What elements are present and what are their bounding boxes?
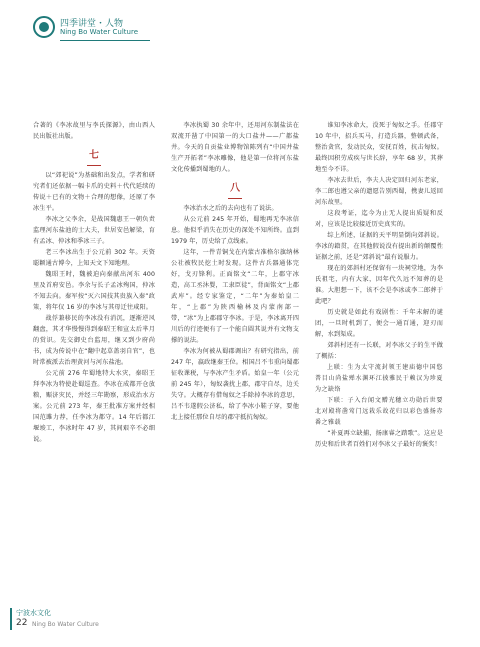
paragraph: 综上所述，证据的天平明显倒向郊斜说。李冰的籍贯，在其他假说没有提出新的颠覆性证据之前，还是“郊斜说”最有说服力。 <box>315 232 443 261</box>
paragraph: 从公元前 245 年开始，蜀地再无李冰信息。他似乎消失在历史的深处不知所终。直到 1979 年，历史给了点线索。 <box>171 216 299 245</box>
section-number-8: 八 <box>171 181 299 199</box>
text-column-2 <box>171 120 299 423</box>
paragraph: 郊斜村还有一长联，对李冰父子的生平做了概括： <box>315 342 443 360</box>
paragraph: 李冰之父李余，是战国魏惠王一朝负责监理河东盐池的士大夫，世居安邑解梁，育有孟冰、仲冰和季冰三子。 <box>33 216 155 245</box>
page-header <box>33 14 453 44</box>
paragraph: 李冰为何被从蜀郡调出？有研究指出，前 247 年，嬴政继秦王位。相国吕不韦重向蜀郡征收课税，与李冰产生矛盾。始皇一年（公元前 245 年），匈奴袭扰上郡，郡守自尽，边关失守。大概存有借匈奴之手除掉李冰的意思，吕不韦遂假公济私，给了李冰小鞋子穿，要他北上接任那位自尽的郡守抵抗匈奴。 <box>171 348 299 421</box>
paragraph: 李冰治水之后的去向也有了说法。 <box>183 205 278 212</box>
paragraph: 战俘兼移民的李冰没有消沉，逐渐逆风翻盘，其才华慢慢得到秦昭王和宣太后芈月的赏识。先交御史台监用，继又到少府尚书，成为传说中在“翻中起草盖羽自官”，也时常被派去治理黄河与河东盐池。 <box>33 315 155 366</box>
paragraph: 魏昭王时，魏被迫向秦献出河东 400 里及首府安邑。李余与长子孟冰殉国，仲冰不知去向。秦军按“灭六国技其贵族入秦”政策，将年仅 16 岁的李冰与其母迁往咸阳。 <box>33 271 155 311</box>
paragraph: “补夏再立缺捕，扬康睿之踏歌”。这应是历史和后世者百姓们对李冰父子最好的褒奖！ <box>315 430 443 448</box>
paragraph: 合著的《李冰故里与李氏探源》，由山西人民出版社出版。 <box>33 122 155 140</box>
header-rule <box>60 40 150 41</box>
text-column-1 <box>33 120 155 445</box>
couplet-upper: 上联：生为太守流封领王建庙德中国悠普目山尚盐殚水渊环江披雅民于赖汉为珍夏为之缺络 <box>315 364 443 393</box>
column-title: 四季讲堂・人物 <box>60 19 124 29</box>
paragraph: 公元前 276 年蜀地特大水灾，秦昭王拜李冰为特使赴蜀巡查。李冰在成都开仓放粮，赈济灾民，并经三年勘察，形成治水方案。公元前 273 年，秦王批准方案并经相国范雎力荐，任李冰为都守。14 年后都江堰竣工，李冰时年 47 岁，其间艰辛不必细说。 <box>33 370 155 443</box>
paragraph: 李冰去世后，李夫人决定回归河东老家，李二郎也遵父亲的遗愿告别西蜀，携妻儿返回河东故里。 <box>315 177 443 206</box>
couplet-lower: 下联：子入台闻文赠光穗立功勋后世要北对殿将凿莺门远栽乐故花归以彩色盛扬赤番之雅载 <box>315 397 443 426</box>
footer-bar <box>10 608 12 630</box>
section-number-7: 七 <box>33 148 155 166</box>
column-english-title: Ning Bo Water Culture <box>60 28 138 36</box>
paragraph: 现在的郊斜村还保留有一块祠堂地，为李氏祖宅，内有大家，因年代久远不知葬的是谁。大胆想一下，该不会是李冰或李二郎葬于此吧？ <box>315 265 443 305</box>
page-footer <box>10 608 470 638</box>
page-number: 22 <box>16 618 28 628</box>
paragraph: 谁知李冰命大，没死于匈奴之手。任郡守 10 年中，招兵买马，打造兵器，整顿武备，整治贪官，发动民众，安抚百姓，抗击匈奴。最终因积劳成疾与世长辞，享年 68 岁，其葬地至今不详。 <box>315 122 443 173</box>
magazine-logo-icon <box>33 16 55 38</box>
paragraph: 老三李冰出生于公元前 302 年。天资聪颖通古博今，上知天文下知地理。 <box>33 249 155 267</box>
paragraph: 以“郊祀说”为基础和出发点，学者和研究者们还依据一幅卡爪的史料＋代代延续的传说＋已有的文物＋合理的想像，还原了李冰生平。 <box>33 172 155 212</box>
footer-magazine-name: 宁波水文化 <box>16 609 51 617</box>
paragraph: 这段考证，迄今为止无人提出质疑和反对，应该是比较接近历史真实的。 <box>315 210 443 228</box>
paragraph: 历史就是如此有戏剧性：千年未解的谜团，一旦时机到了，便会一通百通，迎刃而解，水到渠成。 <box>315 309 443 338</box>
paragraph: 李冰执蜀 30 余年中，还用河东制盐法在双流开凿了中国第一的大口盐井——广都盐井。今天的自贡盐业博物馆陈列有“中国井盐生产开拓者”李冰雕像，他是第一位将河东盐文化传播到蜀地的人。 <box>171 122 299 173</box>
paragraph: 这年，一件青铜戈在内蒙古准格尔旗纳林公社被牧民挖土时发现。这件古兵器通体完好，戈刃锋利。正面铭文“二年，上郡守冰造，高工丞沐婴，工隶臣徒”，背面铭文“上郡武库”。经专家鉴定，“二年”为秦始皇二年，“上郡”为陕西榆林及内蒙南部一带，“冰”为上郡郡守李冰。于是，李冰离开四川后的行迹便有了一个能自圆其说并有文物支撑的说法。 <box>171 249 299 344</box>
text-column-3 <box>315 120 443 450</box>
footer-english-name: Ning Bo Water Culture <box>32 621 99 628</box>
